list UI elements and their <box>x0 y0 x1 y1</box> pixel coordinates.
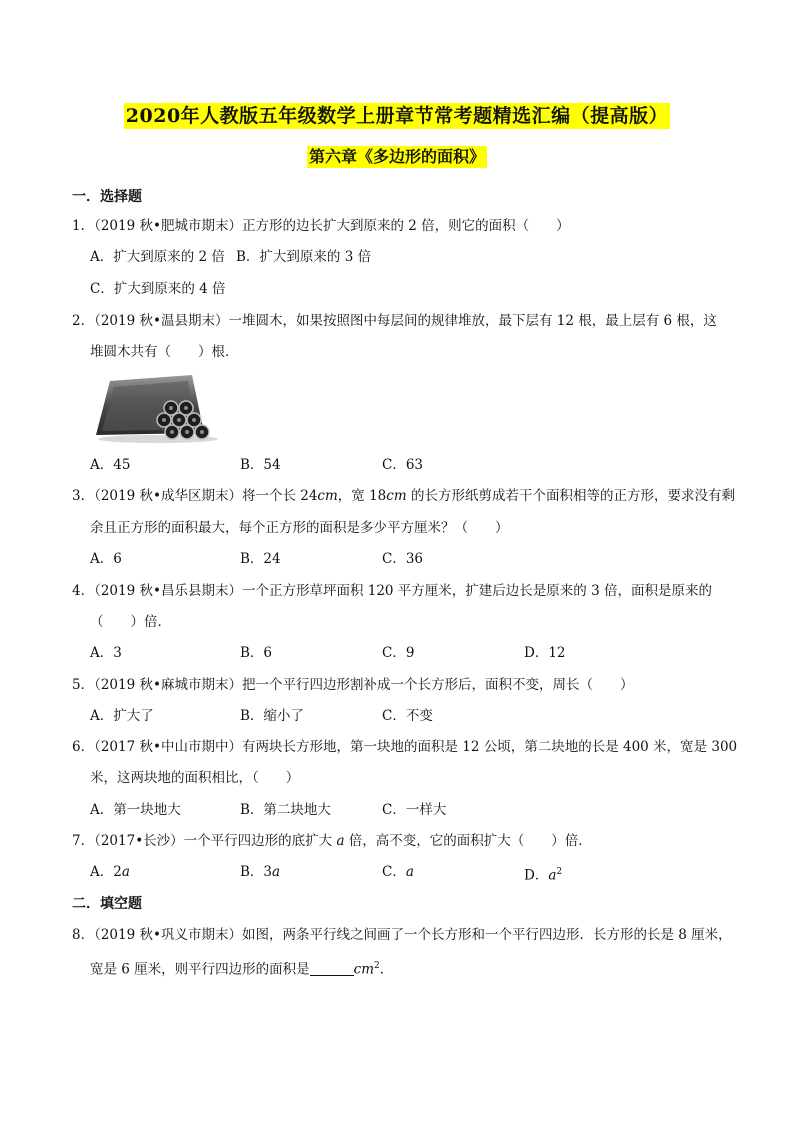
q5-option-b: B．缩小了 <box>240 708 304 724</box>
q4-stem-line1: 4．（2019 秋•昌乐县期末）一个正方形草坪面积 120 平方厘米，扩建后边长是原来的 3 倍，面积是原来的 <box>72 583 712 599</box>
q6-option-c: C．一样大 <box>382 802 447 818</box>
answer-blank[interactable] <box>310 961 354 976</box>
q7-stem: 7．（2017•长沙）一个平行四边形的底扩大 a 倍，高不变，它的面积扩大（ ）倍． <box>72 833 592 849</box>
q6-option-a: A．第一块地大 <box>90 802 181 818</box>
log-pile-image <box>92 371 218 443</box>
q3-stem-line2: 余且正方形的面积最大，每个正方形的面积是多少平方厘米？（ ） <box>90 520 509 536</box>
chapter-title: 第六章《多边形的面积》 <box>308 147 485 166</box>
document-title: 2020年人教版五年级数学上册章节常考题精选汇编（提高版） <box>125 105 669 127</box>
q2-option-a: A．45 <box>90 457 131 473</box>
q4-option-c: C．9 <box>382 645 415 661</box>
q4-option-d: D．12 <box>524 645 566 661</box>
q7-option-a: A．2a <box>90 864 130 880</box>
q8-stem-line1: 8．（2019 秋•巩义市期末）如图，两条平行线之间画了一个长方形和一个平行四边形．长方形的长是 8 厘米， <box>72 927 732 943</box>
q4-option-a: A．3 <box>90 645 122 661</box>
q5-option-a: A．扩大了 <box>90 708 154 724</box>
q1-option-b: B．扩大到原来的 3 倍 <box>236 249 372 265</box>
section-heading-fill: 二．填空题 <box>72 896 142 912</box>
q3-option-b: B．24 <box>240 551 281 567</box>
q5-option-c: C．不变 <box>382 708 433 724</box>
q3-stem-line1: 3．（2019 秋•成华区期末）将一个长 24cm，宽 18cm 的长方形纸剪成若干个面积相等的正方形，要求没有剩 <box>72 488 735 504</box>
q2-stem-line1: 2．（2019 秋•温县期末）一堆圆木，如果按照图中每层间的规律堆放，最下层有 12 根，最上层有 6 根，这 <box>72 313 717 329</box>
q2-option-c: C．63 <box>382 457 424 473</box>
q6-stem-line2: 米，这两块地的面积相比，（ ） <box>90 770 300 786</box>
q7-option-b: B．3a <box>240 864 281 880</box>
q6-option-b: B．第二块地大 <box>240 802 331 818</box>
q6-stem-line1: 6．（2017 秋•中山市期中）有两块长方形地，第一块地的面积是 12 公顷，第二块地的长是 400 米，宽是 300 <box>72 739 738 755</box>
q1-option-a: A．扩大到原来的 2 倍 <box>90 249 225 265</box>
q5-stem: 5．（2019 秋•麻城市期末）把一个平行四边形割补成一个长方形后，面积不变，周长（ ） <box>72 677 634 693</box>
q3-option-c: C．36 <box>382 551 424 567</box>
q3-option-a: A．6 <box>90 551 122 567</box>
q1-stem: 1．（2019 秋•肥城市期末）正方形的边长扩大到原来的 2 倍，则它的面积（ ） <box>72 218 570 234</box>
q2-stem-line2: 堆圆木共有（ ）根． <box>90 344 239 360</box>
q7-option-c: C．a <box>382 864 414 880</box>
q2-option-b: B．54 <box>240 457 281 473</box>
q4-option-b: B．6 <box>240 645 273 661</box>
q4-stem-line2: （ ）倍． <box>90 614 171 630</box>
q7-option-d: D．$a^2$ <box>524 867 563 884</box>
q1-option-c: C．扩大到原来的 4 倍 <box>90 281 226 297</box>
q8-stem-line2: 宽是 6 厘米，则平行四边形的面积是 $cm^2$． <box>90 961 394 978</box>
section-heading-choice: 一．选择题 <box>72 189 142 205</box>
